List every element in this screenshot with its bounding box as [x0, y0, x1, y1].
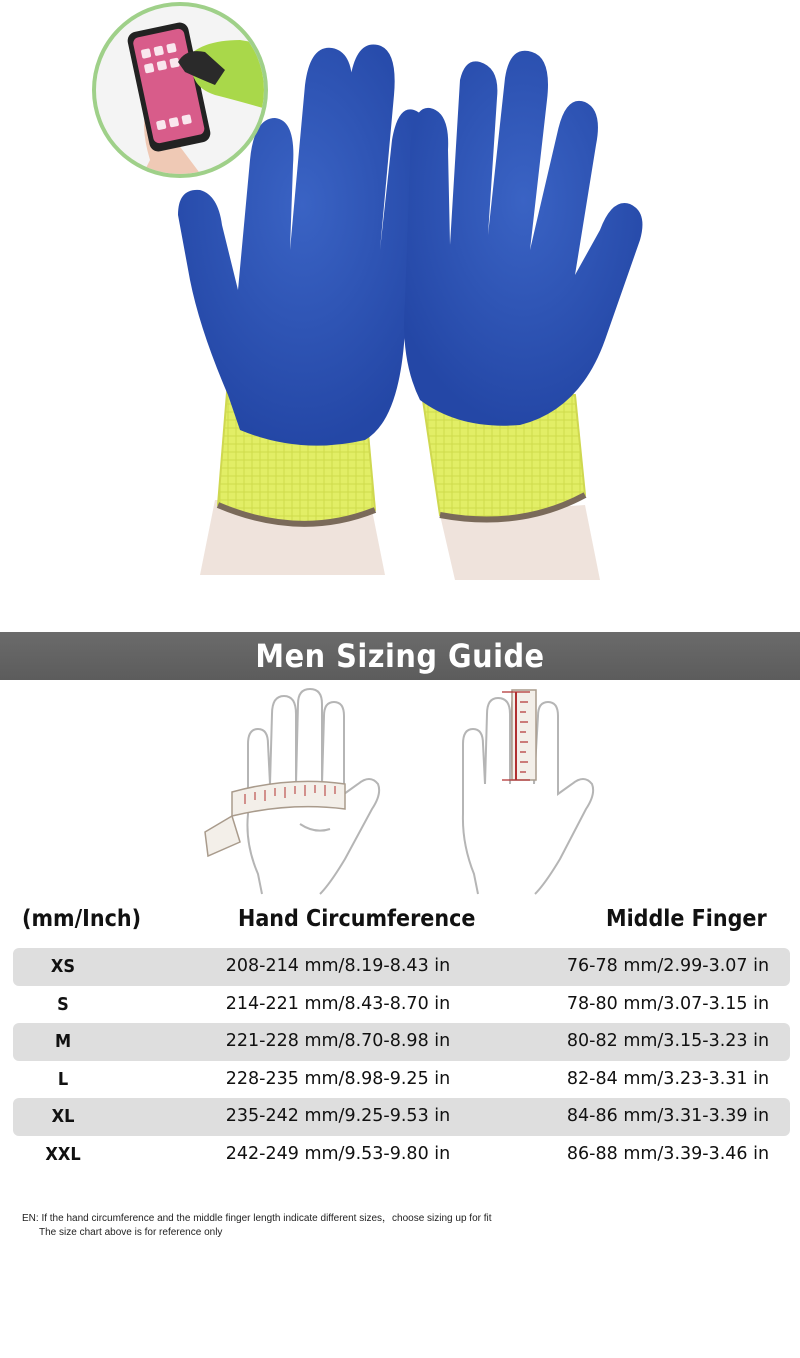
- middle-finger-cell: 84-86 mm/3.31-3.39 in: [566, 1106, 770, 1127]
- hand-circumference-cell: 242-249 mm/9.53-9.80 in: [225, 1143, 451, 1164]
- table-row: [13, 1136, 790, 1174]
- product-photo: [0, 0, 800, 600]
- size-cell: L: [57, 1068, 69, 1090]
- sizing-guide-banner: [0, 632, 800, 680]
- middle-finger-cell: 78-80 mm/3.07-3.15 in: [566, 993, 770, 1014]
- size-cell: S: [57, 993, 69, 1015]
- middle-finger-cell: 76-78 mm/2.99-3.07 in: [566, 956, 770, 976]
- size-cell: M: [54, 1031, 72, 1053]
- size-cell: XS: [50, 956, 76, 977]
- table-row: [13, 986, 790, 1024]
- middle-finger-cell: 86-88 mm/3.39-3.46 in: [566, 1143, 770, 1164]
- middle-finger-cell: 80-82 mm/3.15-3.23 in: [566, 1031, 770, 1052]
- hand-circumference-cell: 214-221 mm/8.43-8.70 in: [225, 993, 451, 1014]
- touchscreen-inset: [90, 0, 270, 180]
- table-row: [13, 1098, 790, 1136]
- table-row: [13, 1061, 790, 1099]
- banner-title: Men Sizing Guide: [255, 637, 545, 675]
- right-glove: [404, 51, 642, 426]
- middle-finger-cell: 82-84 mm/3.23-3.31 in: [566, 1068, 770, 1089]
- hand-circumference-diagram: [205, 689, 379, 894]
- table-row: [13, 1023, 790, 1061]
- sizing-note: [22, 1212, 492, 1240]
- hand-circumference-cell: 228-235 mm/8.98-9.25 in: [225, 1068, 451, 1089]
- middle-finger-diagram: [463, 690, 593, 894]
- sizing-note-line1: EN: If the hand circumference and the middle finger length indicate different sizes，choose sizing up for fit: [22, 1213, 492, 1224]
- hand-circumference-cell: 221-228 mm/8.70-8.98 in: [225, 1031, 451, 1052]
- size-table: [13, 948, 790, 1174]
- sizing-note-line2: The size chart above is for reference only: [39, 1227, 223, 1238]
- unit-header: (mm/Inch): [22, 906, 142, 932]
- hand-circumference-cell: 235-242 mm/9.25-9.53 in: [225, 1106, 451, 1127]
- hand-circumference-cell: 208-214 mm/8.19-8.43 in: [225, 956, 451, 976]
- middle-finger-header: Middle Finger: [606, 906, 767, 932]
- size-cell: XL: [51, 1106, 75, 1128]
- table-row: [13, 948, 790, 986]
- hand-circumference-header: Hand Circumference: [238, 906, 476, 932]
- measurement-diagrams: [0, 684, 800, 899]
- size-cell: XXL: [45, 1143, 81, 1165]
